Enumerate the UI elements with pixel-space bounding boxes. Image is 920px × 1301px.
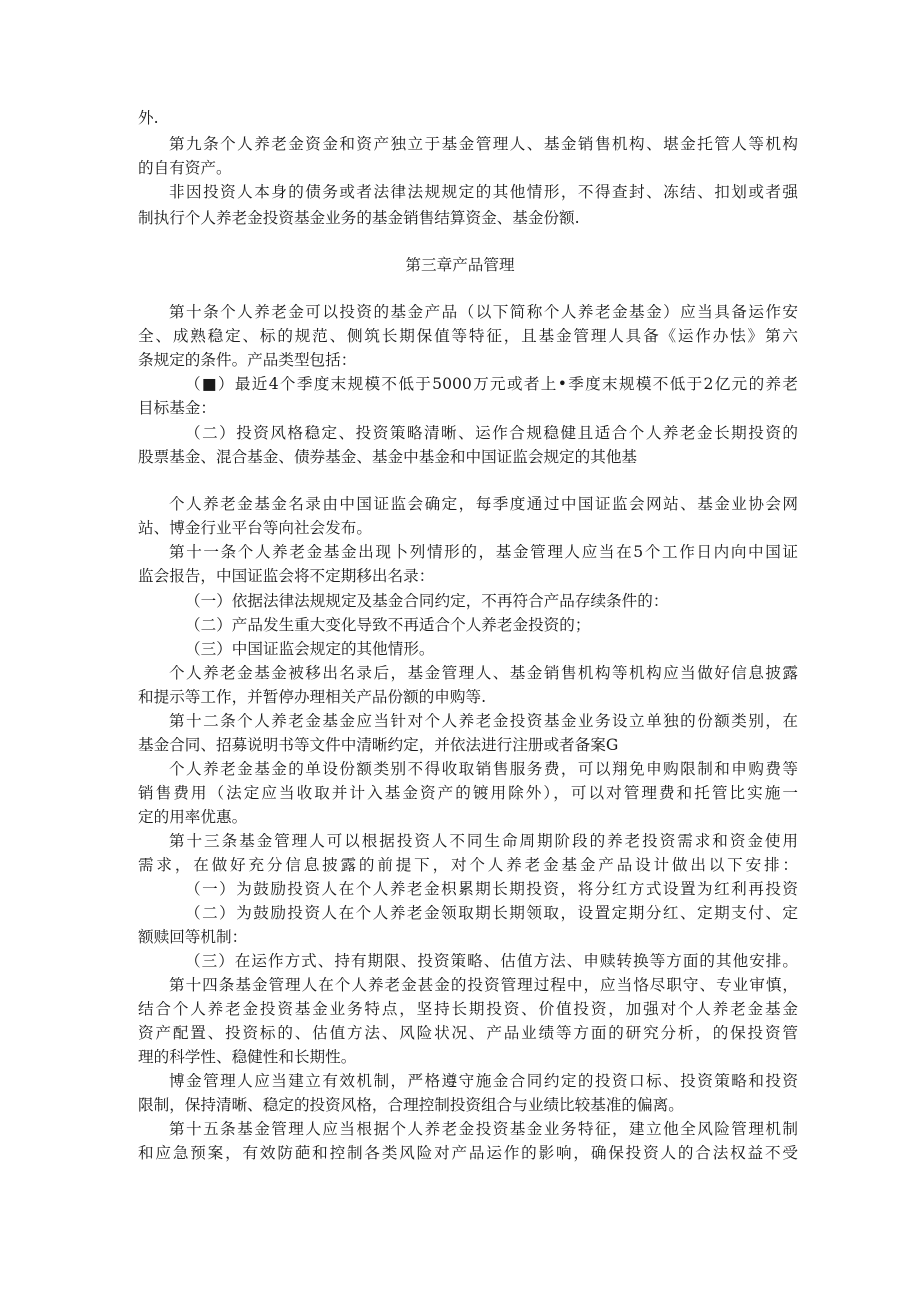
text-line: （二）投资风格稳定、投资策略清晰、运作合规稳健且适合个人养老金长期投资的 bbox=[185, 424, 798, 442]
text-line: 第十三条基金管理人可以根据投资人不同生命周期阶段的养老投资需求和资金使用 bbox=[169, 832, 798, 850]
text-line: （■）最近4个季度末规模不低于5000万元或者上•季度末规模不低于2亿元的养老 bbox=[185, 375, 798, 393]
text-line: 第九条个人养老金资金和资产独立于基金管理人、基金销售机构、堪金托管人等机构 bbox=[169, 135, 798, 153]
text-line: 个人养老金基金的单设份额类别不得收取销售服务费，可以翔免申购限制和申购费等 bbox=[169, 760, 798, 778]
text-line: 第十条个人养老金可以投资的基金产品（以下简称个人养老金基金）应当具备运作安 bbox=[169, 303, 798, 321]
text-line: 监会报告，中国证监会将不定期移出名录： bbox=[138, 567, 435, 585]
text-line: 站、博金行业平台等向社会发布。 bbox=[138, 519, 372, 537]
text-line: 定的用率优惠。 bbox=[138, 808, 248, 826]
text-line: 第十四条基金管理人在个人养老金甚金的投资管理过程中，应当恪尽职守、专业审慎， bbox=[169, 976, 798, 994]
text-line: 条规定的条件。产品类型包括： bbox=[138, 351, 357, 369]
text-line: 全、成熟稳定、标的规范、侧筑长期保值等特征，且基金管理人具备《运作办怯》第六 bbox=[138, 327, 798, 345]
text-line: 目标基金： bbox=[138, 399, 216, 417]
text-line: 外. bbox=[138, 109, 159, 127]
text-line: 和应急预案，有效防葩和控制各类风险对产品运作的影响，确保投资人的合法权益不受 bbox=[138, 1144, 798, 1162]
text-line: 博金管理人应当建立有效机制，严格遵守施金合同约定的投资口标、投资策略和投资 bbox=[169, 1072, 798, 1090]
text-line: 额赎回等机制： bbox=[138, 928, 248, 946]
text-line: 限制，保持清晰、稳定的投资风格，合理控制投资组合与业绩比较基准的偏离。 bbox=[138, 1096, 684, 1114]
text-line: 个人养老金基金被移出名录后，基金管理人、基金销售机构等机构应当做好信息披露 bbox=[169, 664, 798, 682]
text-line: （一）为鼓励投资人在个人养老金枳累期长期投资，将分红方式设置为红利再投资 bbox=[185, 880, 798, 898]
text-line: 结合个人养老金投资基金业务特点，坚持长期投资、价值投资，加强对个人养老金基金 bbox=[138, 1000, 798, 1018]
text-line: 资产配置、投资标的、估值方法、风险状况、产品业绩等方面的研究分析，的保投资管 bbox=[138, 1024, 798, 1042]
text-line: 第十一条个人养老金基金出现卜列情形的，基金管理人应当在5个工作日内向中国证 bbox=[169, 543, 798, 561]
text-line: （一）依据法律法规规定及基金合同约定，不再符合产品存续条件的： bbox=[185, 592, 669, 610]
text-line: （二）为鼓励投资人在个人养老金领取期长期领取，设置定期分红、定期支付、定 bbox=[185, 904, 798, 922]
text-line: 第十二条个人养老金基金应当针对个人养老金投资基金业务设立单独的份额类别，在 bbox=[169, 712, 798, 730]
text-line: 非因投资人本身的债务或者法律法规规定的其他情形，不得查封、冻结、扣划或者强 bbox=[169, 183, 798, 201]
text-line: （三）在运作方式、持有期限、投资策略、估值方法、申赎转换等方面的其他安排。 bbox=[185, 952, 798, 970]
text-line: 销售费用（法定应当收取并计入基金资产的镀用除外），可以对管理费和托管比实施一 bbox=[138, 784, 798, 802]
text-line: 股票基金、混合基金、债券基金、基金中基金和中国证监会规定的其他基 bbox=[138, 448, 638, 466]
text-line: （二）产品发生重大变化导致不再适合个人养老金投资的； bbox=[185, 616, 591, 634]
text-line: （三）中国证监会规定的其他情形。 bbox=[185, 640, 435, 658]
text-line: 第十五条基金管理人应当根据个人养老金投资基金业务特征，建立他全风险管理机制 bbox=[169, 1120, 798, 1138]
text-line: 需求，在做好充分信息披露的前提下，对个人养老金基金产品设计做出以下安排： bbox=[138, 856, 798, 874]
text-line: 个人养老金基金名录由中国证监会确定，每季度通过中国证监会网站、基金业协会网 bbox=[169, 495, 798, 513]
text-line: 理的科学性、稳健性和长期性。 bbox=[138, 1048, 357, 1066]
chapter-heading: 第三章产品管理 bbox=[405, 256, 515, 274]
text-line: 的自有资产。 bbox=[138, 159, 232, 177]
text-line: 制执行个人养老金投资基金业务的基金销售结算资金、基金份额. bbox=[138, 209, 580, 227]
text-line: 基金合同、招募说明书等文件中清晰约定，并依法进行注册或者备案G bbox=[138, 736, 619, 754]
text-line: 和提示等工作，并暂停办理相关产品份额的申购等. bbox=[138, 688, 487, 706]
